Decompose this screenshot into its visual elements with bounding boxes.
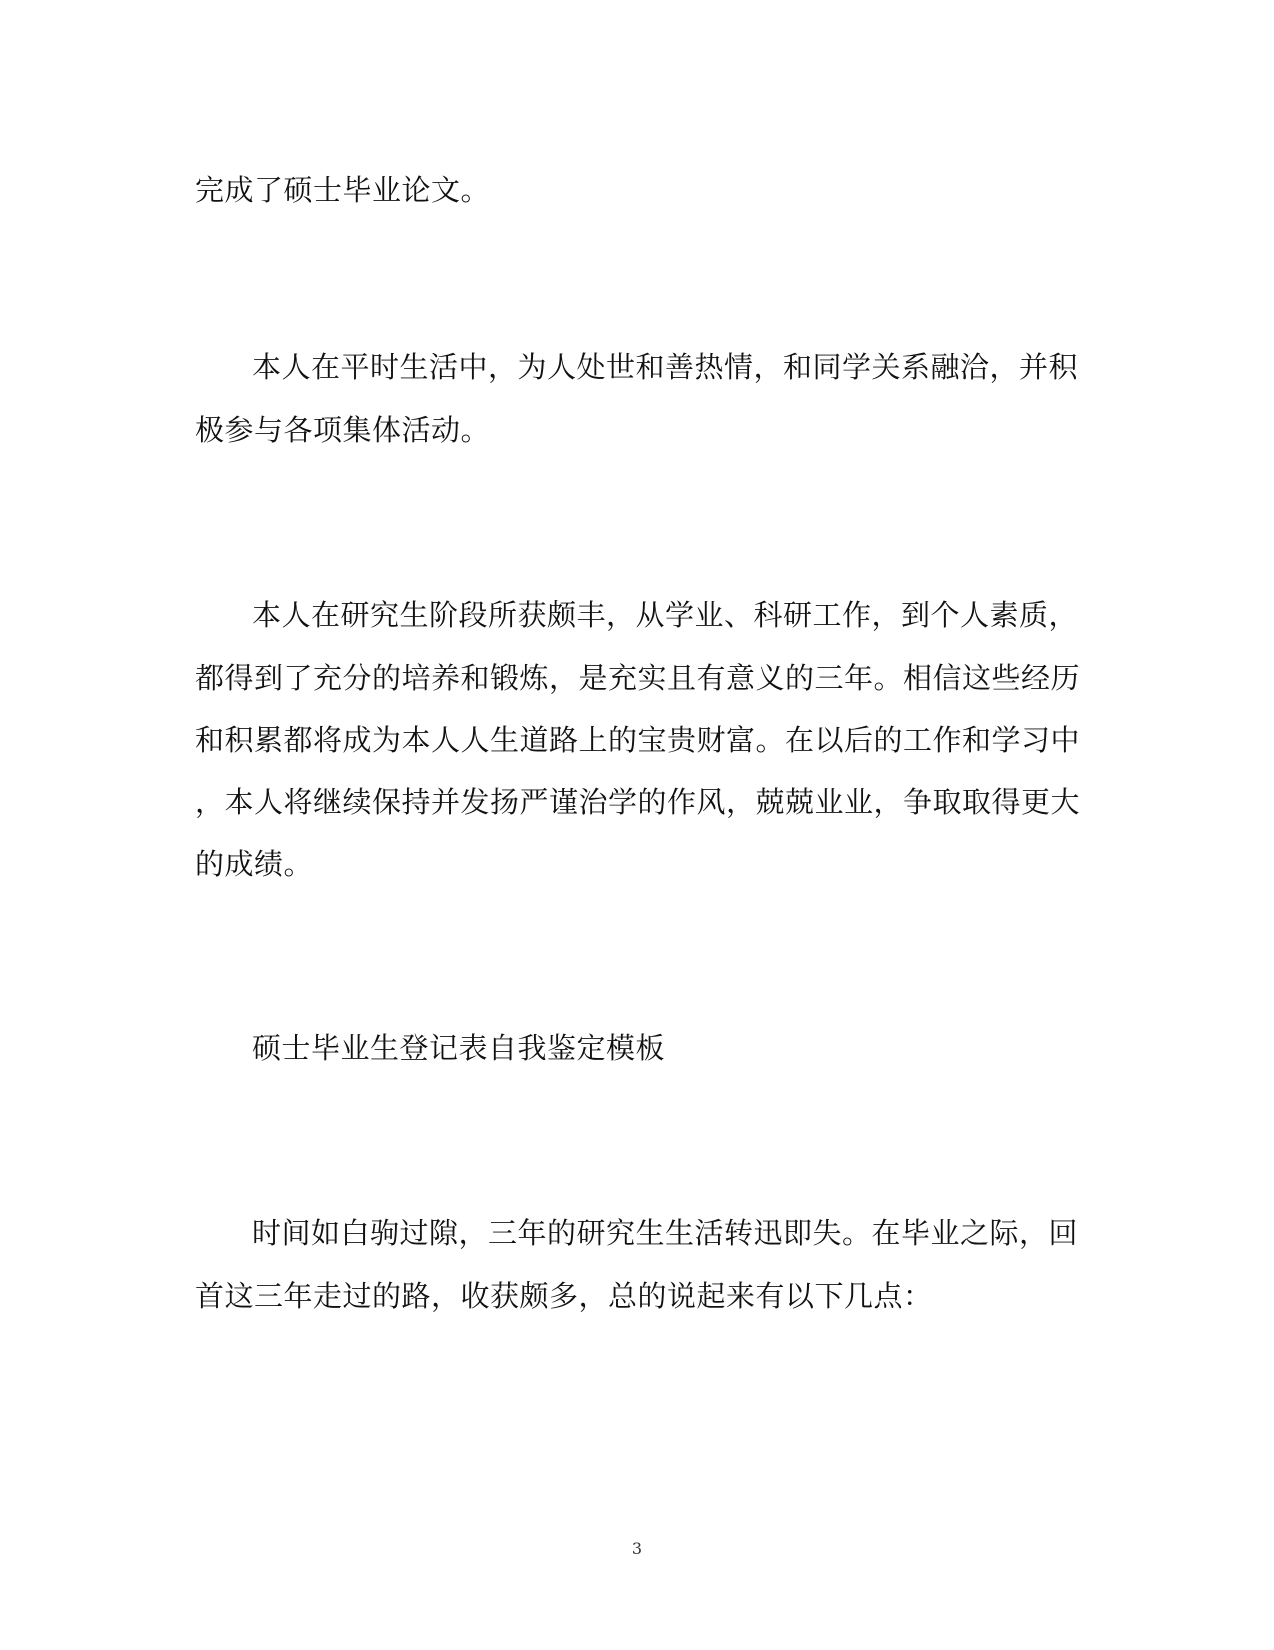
paragraph-3-line-3: 和积累都将成为本人人生道路上的宝贵财富。在以后的工作和学习中 <box>195 723 1081 757</box>
paragraph-5-line-2: 首这三年走过的路，收获颇多，总的说起来有以下几点： <box>195 1279 933 1313</box>
section-heading: 硕士毕业生登记表自我鉴定模板 <box>252 1031 666 1065</box>
paragraph-3-line-2: 都得到了充分的培养和锻炼，是充实且有意义的三年。相信这些经历 <box>195 661 1081 695</box>
paragraph-1-line-1: 完成了硕士毕业论文。 <box>195 173 491 207</box>
paragraph-3-line-4: ，本人将继续保持并发扬严谨治学的作风，兢兢业业，争取取得更大 <box>195 785 1081 819</box>
paragraph-2-line-1: 本人在平时生活中，为人处世和善热情，和同学关系融洽，并积 <box>252 350 1079 384</box>
paragraph-3-line-5: 的成绩。 <box>195 847 314 881</box>
paragraph-3-line-1: 本人在研究生阶段所获颇丰，从学业、科研工作，到个人素质， <box>252 598 1079 632</box>
page-number: 3 <box>631 1539 643 1558</box>
paragraph-5-line-1: 时间如白驹过隙，三年的研究生生活转迅即失。在毕业之际，回 <box>252 1216 1079 1250</box>
paragraph-2-line-2: 极参与各项集体活动。 <box>195 413 491 447</box>
